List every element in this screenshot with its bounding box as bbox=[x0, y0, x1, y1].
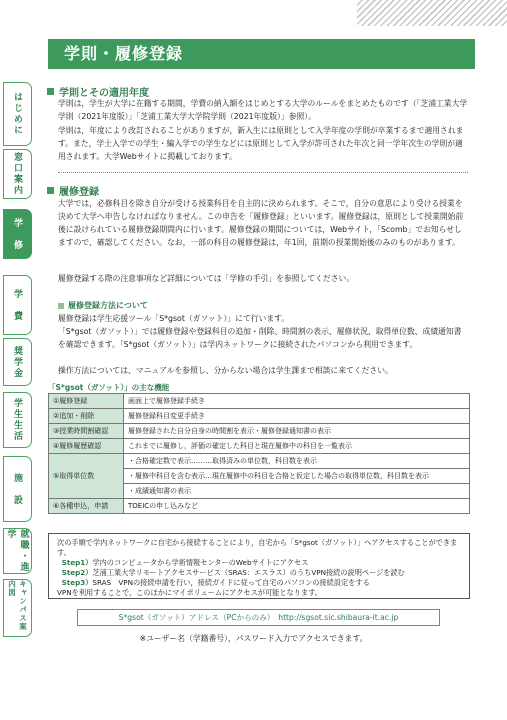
registration-method-paragraph-2: 「S*gsot（ガソット）」では履修登録や登録科目の追加・削除、時間割の表示、履修状況、取得単位数、成績通知書を確認できます。「S*gsot（ガソット）」は学内ネットワークに接続されたパソコンから利用できます。 bbox=[58, 327, 462, 349]
feature-value: 履修登録科目変更手続き bbox=[124, 409, 470, 424]
feature-value: ・成績通知書の表示 bbox=[124, 484, 470, 499]
info-step: Step1）学内のコンピュータから学術情報センターのWebサイトにアクセス bbox=[61, 558, 309, 567]
feature-key: ③授業時間割確認 bbox=[49, 424, 124, 439]
side-tab-student-life[interactable]: 学生生活 bbox=[3, 392, 32, 448]
side-tab-campus-map[interactable]: キャンパス案内図 bbox=[3, 579, 32, 637]
square-bullet-icon bbox=[58, 303, 64, 309]
feature-key: ①履修登録 bbox=[49, 394, 124, 409]
sgsot-url-link[interactable]: S*gsot（ガソット）アドレス（PCからのみ） http://sgsot.sic.shibaura-it.ac.jp bbox=[77, 609, 440, 626]
feature-key: ⑤取得単位数 bbox=[49, 454, 124, 499]
info-step: Step2）芝浦工業大学リモートアクセスサービス（SRAS：エスラス）のうちVPN接続の説明ページを読む bbox=[61, 568, 405, 577]
features-table bbox=[48, 393, 470, 514]
side-tab-introduction[interactable]: はじめに bbox=[3, 82, 32, 146]
side-tab-counter-guide[interactable]: 窓口案内 bbox=[3, 149, 32, 199]
info-step: Step3）SRAS VPNの接続申請を行い，接続ガイドに従って自宅のパソコンの接続設定をする bbox=[61, 578, 370, 587]
registration-method-paragraph-1: 履修登録は学生応援ツール「S*gsot（ガソット）」にて行います。 bbox=[58, 314, 290, 323]
table-row bbox=[49, 409, 470, 424]
feature-value: TOEICの申し込みなど bbox=[124, 499, 470, 514]
info-outro: VPNを利用することで，このほかにマイポリュームにアクセスが可能となります。 bbox=[57, 588, 322, 597]
feature-value: ・合格確定数で表示………取得済みの単位数，科目数を表示 bbox=[124, 454, 470, 469]
section-heading-school-rules: 学則とその適用年度 bbox=[47, 84, 149, 99]
feature-key: ⑥各種申込，申請 bbox=[49, 499, 124, 514]
login-note: ※ユーザー名（学籍番号），パスワード入力でアクセスできます。 bbox=[139, 634, 368, 643]
table-row bbox=[49, 499, 470, 514]
school-rules-paragraph-1: 学則は，学生が大学に在籍する期間，学費の納入額をはじめとする大学のルールをまとめたものです（「芝浦工業大学学則（2021年度版）」「芝浦工業大学大学院学則（2021年度版）」参照）。 bbox=[58, 99, 468, 121]
section-heading-course-registration: 履修登録 bbox=[47, 183, 99, 198]
registration-method-paragraph-3: 操作方法については、マニュアルを参照し、分からない場合は学生課まで相談に来てください。 bbox=[58, 366, 393, 375]
table-row bbox=[49, 424, 470, 439]
table-row bbox=[49, 439, 470, 454]
table-row bbox=[49, 454, 470, 469]
page-title: 学則・履修登録 bbox=[48, 39, 475, 69]
feature-value: 画面上で履修登録手続き bbox=[124, 394, 470, 409]
table-row bbox=[49, 394, 470, 409]
side-tab-career[interactable]: 就職・進学 bbox=[3, 528, 32, 574]
side-tab-study[interactable]: 学 修 bbox=[3, 209, 32, 259]
corner-stripe-decoration bbox=[357, 0, 507, 26]
subheading-registration-method: 履修登録方法について bbox=[58, 300, 148, 311]
side-tab-facilities[interactable]: 施 設 bbox=[3, 456, 32, 522]
registration-paragraph-1: 大学では，必修科目を除き自分が受ける授業科目を自主的に決められます。そこで，自分の意思により受ける授業を決めて大学へ申告しなければなりません。この申告を「履修登録」といいます。履修登録は，原則として授業開始前後に設けられている履修登録期間内に行います。履修登録の期間については，Webサイト，「Scomb」でお知らせしますので，確認してください。なお，一部の科目の履修登録は，年1回，前期の授業開始後のみのものがあります。 bbox=[58, 199, 464, 247]
feature-value: 履修登録された自分自身の時間割を表示・履修登録通知書の表示 bbox=[124, 424, 470, 439]
dotted-divider bbox=[58, 172, 468, 173]
registration-paragraph-2: 履修登録する際の注意事項など詳細については「学修の手引」を参照してください。 bbox=[58, 274, 355, 283]
school-rules-paragraph-2: 学則は，年度により改訂されることがありますが，新入生には原則として入学年度の学則が卒業するまで適用されます。また，学士入学での学生・編入学での学生などには原則として入学が許可された年次と同一学年次生の学則が適用されます。大学Webサイトに掲載しております。 bbox=[58, 126, 464, 161]
feature-key: ④履修履歴確認 bbox=[49, 439, 124, 454]
square-bullet-icon bbox=[47, 88, 54, 95]
table-caption: 「S*gsot（ガソット）」の主な機能 bbox=[48, 383, 170, 392]
remote-access-info-box bbox=[48, 533, 470, 599]
side-tab-tuition[interactable]: 学 費 bbox=[3, 275, 32, 335]
feature-value: これまでに履修し，評価の確定した科目と現在履修中の科目を一覧表示 bbox=[124, 439, 470, 454]
square-bullet-icon bbox=[47, 187, 54, 194]
feature-value: ・履修中科目を含む表示…現在履修中の科目を合格と仮定した場合の取得単位数，科目数を表示 bbox=[124, 469, 470, 484]
side-tab-scholarship[interactable]: 奨学金 bbox=[3, 338, 32, 386]
feature-key: ②追加・削除 bbox=[49, 409, 124, 424]
info-intro: 次の手順で学内ネットワークに自宅から接続することにより，自宅から「S*gsot（ガソット）」へアクセスすることができます。 bbox=[57, 538, 458, 557]
